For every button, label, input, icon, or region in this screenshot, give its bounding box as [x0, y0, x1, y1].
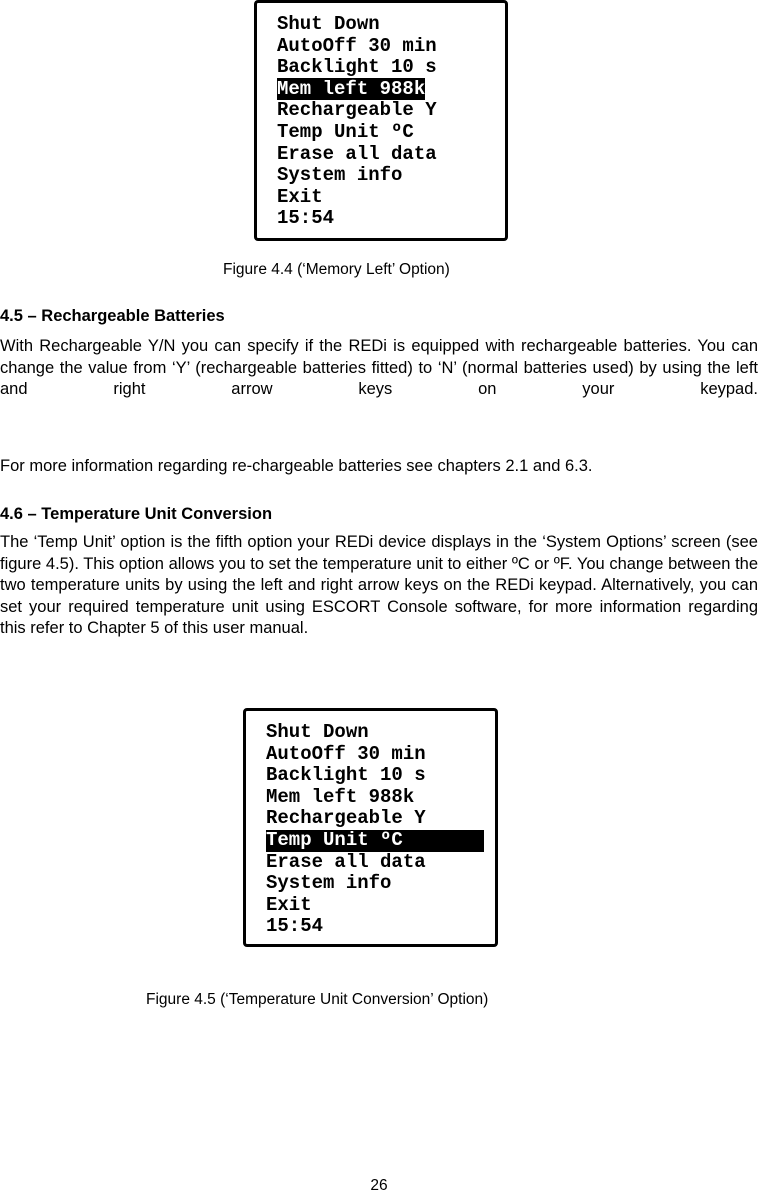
menu-line-shut-down: Shut Down [277, 13, 380, 35]
menu-line-rechargeable: Rechargeable Y [277, 99, 437, 122]
lcd-screen-figure-4-5 [243, 708, 498, 947]
section-4-6-heading: 4.6 – Temperature Unit Conversion [0, 505, 273, 523]
page-number: 26 [370, 1177, 388, 1194]
menu-line-exit: Exit [277, 185, 323, 208]
lcd-screen-figure-4-4 [254, 0, 508, 241]
menu-line-erase-all-data: Erase all data [266, 850, 426, 873]
section-4-5-paragraph: With Rechargeable Y/N you can specify if the REDi is equipped with rechargeable batteries. You can change the value from ‘Y’ (rechargeable batteries fitted) to ‘N’ (normal batteries used) by using the left and right arrow keys on your keypad. [0, 337, 758, 398]
figure-4-4-caption: Figure 4.4 (‘Memory Left’ Option) [223, 261, 450, 278]
section-4-5-see-also: For more information regarding re-chargeable batteries see chapters 2.1 and 6.3. [0, 457, 593, 475]
menu-line-autooff: AutoOff 30 min [277, 34, 437, 57]
menu-line-system-info: System info [277, 164, 403, 187]
menu-line-temp-unit: Temp Unit ºC [277, 120, 414, 143]
menu-line-backlight: Backlight 10 s [266, 764, 426, 787]
menu-line-temp-unit-highlighted: Temp Unit ºC [266, 830, 495, 852]
menu-line-rechargeable: Rechargeable Y [266, 807, 426, 830]
menu-line-shut-down: Shut Down [266, 721, 369, 743]
figure-4-5-caption: Figure 4.5 (‘Temperature Unit Conversion’ Option) [146, 991, 489, 1008]
menu-line-exit: Exit [266, 893, 312, 916]
menu-line-backlight: Backlight 10 s [277, 56, 437, 79]
menu-line-mem-left: Mem left 988k [266, 785, 415, 808]
menu-line-mem-left-highlighted: Mem left 988k [277, 77, 426, 100]
menu-line-autooff: AutoOff 30 min [266, 742, 426, 765]
menu-line-erase-all-data: Erase all data [277, 142, 437, 165]
menu-line-clock: 15:54 [266, 915, 324, 938]
menu-line-clock: 15:54 [277, 207, 335, 230]
section-4-6-paragraph: The ‘Temp Unit’ option is the fifth option your REDi device displays in the ‘System Options’ screen (see figure 4.5). This option allows you to set the temperature unit to either ºC or ºF. You change between the two temperature units by using the left and right arrow keys on the REDi keypad. Alternatively, you can set your required temperature unit using ESCORT Console software, for more information regarding this refer to Chapter 5 of this user manual. [0, 533, 758, 637]
menu-line-system-info: System info [266, 872, 392, 895]
section-4-5-heading: 4.5 – Rechargeable Batteries [0, 307, 225, 325]
